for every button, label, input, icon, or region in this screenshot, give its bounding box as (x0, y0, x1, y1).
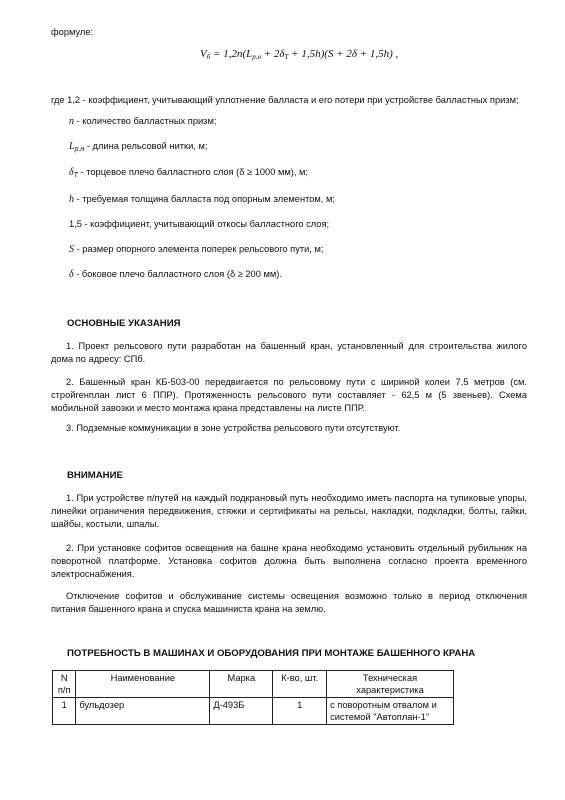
table-header-cell: Наименование (76, 671, 210, 698)
formula-part-b: + 2δ (260, 48, 285, 60)
table-cell: 1 (273, 698, 327, 725)
intro-text: формуле: (51, 27, 94, 37)
section-heading-attention: ВНИМАНИЕ (67, 470, 123, 481)
table-header-row (53, 671, 454, 698)
legend-item (69, 166, 308, 182)
attention-paragraph-2: 2. При установке софитов освещения на башне крана необходимо установить отдельный рубильник на поворотной платформе. Установка софитов должна быть выполнена согласно проекта временного электроснабжения. (51, 543, 527, 579)
table-header-cell: Марка (210, 671, 273, 698)
machinery-table (52, 670, 454, 725)
main-instructions-paragraph-2: 2. Башенный кран КБ-503-00 передвигается по рельсовому пути с шириной колеи 7,5 метров (см. стройгенплан лист 6 ППР). Протяженность рельсового пути составляет - 62,5 м (5 звеньев). Схема мобильной завозки и место монтажа крана представлены на листе ППР. (51, 377, 527, 413)
table-cell: с поворотным отвалом и системой "Автоплан-1" (327, 698, 454, 725)
legend-text: - размер опорного элемента поперек рельсового пути, м; (74, 244, 324, 254)
where-paragraph: где 1,2 - коэффициент, учитывающий уплотнение балласта и его потери при устройстве балластных призм; (51, 95, 519, 105)
ballast-volume-formula (200, 48, 398, 61)
legend-item (69, 218, 329, 234)
formula-part-c: + 1,5h)(S + 2δ + 1,5h) , (288, 48, 399, 60)
legend-text: 1,5 - коэффициент, учитывающий откосы балластного слоя; (69, 219, 330, 229)
table-cell: 1 (53, 698, 76, 725)
legend-symbol: δ (69, 167, 74, 178)
legend-symbol: L (69, 141, 75, 152)
legend-item (69, 268, 282, 284)
table-header-cell: N п/п (53, 671, 76, 698)
table-header-cell: Техническая характеристика (327, 671, 454, 698)
table-header-cell: К-во, шт. (273, 671, 327, 698)
legend-subscript: р.н (74, 146, 85, 153)
legend-text: - боковое плечо балластного слоя (δ ≥ 200 мм). (73, 269, 282, 279)
attention-paragraph-3: Отключение софитов и обслуживание системы освещения возможно только в период отключения питания башенного крана и спуска машиниста крана на землю. (51, 591, 527, 614)
formula-lhs-sub: б (206, 53, 211, 61)
formula-sub-b: Т (284, 53, 289, 61)
legend-text: - длина рельсовой нитки, м; (84, 141, 208, 151)
legend-text: - количество балластных призм; (74, 116, 217, 126)
legend-symbol: h (69, 194, 74, 205)
legend-item (69, 243, 323, 259)
section-heading-main-instructions: ОСНОВНЫЕ УКАЗАНИЯ (67, 318, 181, 329)
attention-paragraph-1: 1. При устройстве п/путей на каждый подкрановый путь необходимо иметь паспорта на тупиковые упоры, линейки ограничения передвижения, стяжки и сертификаты на рельсы, накладки, подкладки, болты, гайки, шайбы, костыли, шпалы. (51, 493, 527, 529)
legend-subscript: Т (73, 172, 78, 179)
legend-item (69, 193, 335, 209)
legend-item (69, 115, 216, 131)
formula-part-a: = 1,2n(L (210, 48, 253, 60)
legend-symbol: S (69, 244, 74, 255)
legend-symbol: δ (69, 269, 74, 280)
formula-lhs: V (200, 48, 207, 60)
formula-sub-a: р.н (252, 53, 261, 61)
main-instructions-paragraph-3: 3. Подземные коммуникации в зоне устройства рельсового пути отсутствуют. (66, 423, 401, 433)
legend-symbol: n (69, 116, 74, 127)
legend-text: - торцевое плечо балластного слоя (δ ≥ 1000 мм), м; (77, 167, 309, 177)
main-instructions-paragraph-1: 1. Проект рельсового пути разработан на башенный кран, установленный для строительства жилого дома по адресу: СПб. (51, 341, 527, 364)
table-row (53, 698, 454, 725)
table-cell: бульдозер (76, 698, 210, 725)
legend-text: - требуемая толщина балласта под опорным элементом, м; (74, 194, 335, 204)
table-cell: Д-493Б (210, 698, 273, 725)
legend-item (69, 140, 207, 156)
section-heading-machinery-needs: ПОТРЕБНОСТЬ В МАШИНАХ И ОБОРУДОВАНИЯ ПРИ МОНТАЖЕ БАШЕННОГО КРАНА (67, 648, 476, 659)
